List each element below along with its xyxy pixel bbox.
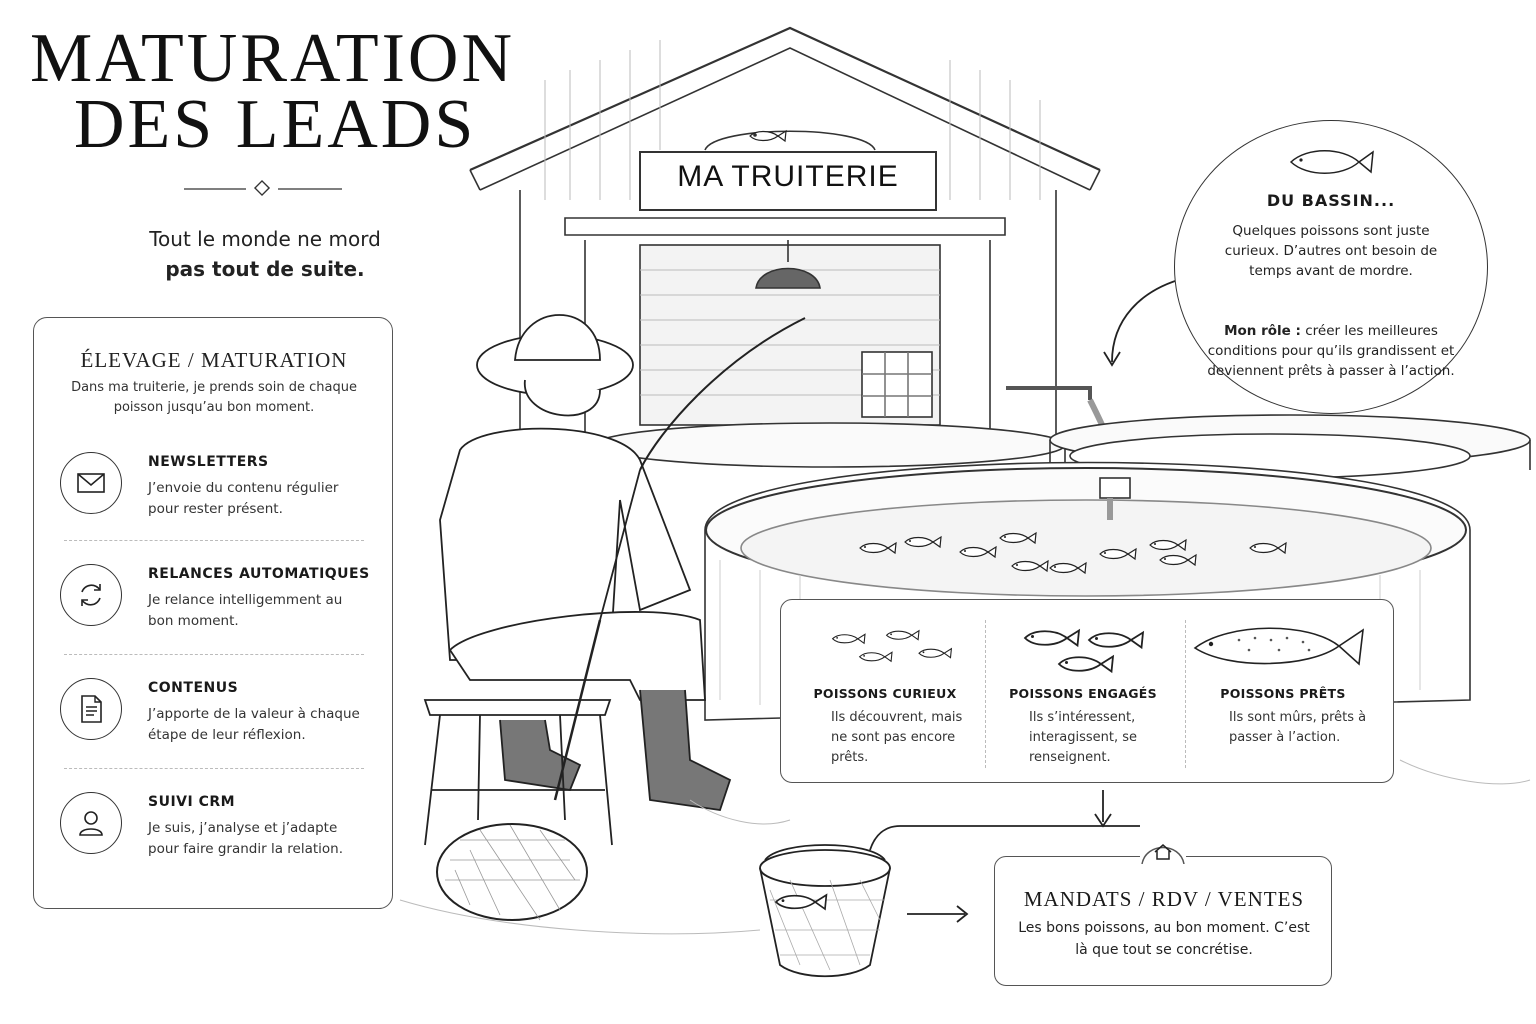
feature-suivi-crm [54, 786, 374, 896]
title-ornament-divider [184, 178, 344, 200]
feature-title: NEWSLETTERS [148, 454, 269, 470]
feature-title: RELANCES AUTOMATIQUES [148, 566, 370, 582]
feature-title: SUIVI CRM [148, 794, 236, 810]
divider [64, 540, 364, 541]
page-title [30, 20, 550, 163]
truiterie-sign: MA TRUITERIE [677, 160, 899, 193]
result-text: Les bons poissons, au bon moment. C’est là que tout se concrétise. [1018, 920, 1310, 958]
feature-desc: Je relance intelligemment au bon moment. [148, 592, 343, 629]
bubble-title: DU BASSIN... [1266, 191, 1396, 210]
small-fish-group-icon [829, 628, 959, 668]
elevage-panel [33, 317, 393, 909]
stage-curieux [785, 600, 985, 784]
result-panel [994, 856, 1332, 986]
stage-prets [1183, 600, 1383, 784]
stage-desc: Ils découvrent, mais ne sont pas encore prêts. [831, 710, 963, 765]
stage-title: POISSONS PRÊTS [1220, 686, 1346, 701]
document-icon [60, 678, 122, 740]
stage-desc: Ils s’intéressent, interagissent, se renseignent. [1029, 710, 1138, 765]
stage-title: POISSONS CURIEUX [813, 686, 957, 701]
stage-desc: Ils sont mûrs, prêts à passer à l’action. [1229, 710, 1367, 745]
panel-intro: Dans ma truiterie, je prends soin de chaque poisson jusqu’au bon moment. [71, 380, 357, 415]
fish-icon [1287, 145, 1377, 179]
home-icon [1140, 834, 1186, 864]
bubble-role [1205, 321, 1457, 381]
feature-desc: J’envoie du contenu régulier pour rester présent. [148, 480, 339, 517]
role-label: Mon rôle : [1224, 323, 1301, 339]
feature-contenus [54, 672, 374, 782]
feature-desc: Je suis, j’analyse et j’adapte pour faire grandir la relation. [148, 820, 344, 857]
divider [64, 654, 364, 655]
role-text: créer les meilleures conditions pour qu’ils grandissent et deviennent prêts à passer à l’action. [1207, 323, 1455, 379]
bubble-text: Quelques poissons sont juste curieux. D’autres ont besoin de temps avant de mordre. [1224, 223, 1438, 279]
medium-fish-group-icon [1023, 626, 1153, 676]
feature-relances [54, 558, 374, 668]
divider [64, 768, 364, 769]
tagline [100, 224, 430, 284]
bassin-bubble [1174, 120, 1488, 414]
feature-desc: J’apporte de la valeur à chaque étape de leur réflexion. [148, 706, 360, 743]
large-fish-icon [1189, 616, 1369, 676]
feature-title: CONTENUS [148, 680, 239, 696]
envelope-icon [60, 452, 122, 514]
result-title: MANDATS / RDV / VENTES [1023, 887, 1305, 911]
tagline-line-2: pas tout de suite. [165, 257, 365, 281]
user-icon [60, 792, 122, 854]
fish-stages-panel [780, 599, 1394, 783]
title-line-1: MATURATION [30, 20, 515, 97]
refresh-icon [60, 564, 122, 626]
stage-engages [983, 600, 1183, 784]
tagline-line-1: Tout le monde ne mord [149, 227, 381, 251]
title-line-2: DES LEADS [74, 86, 477, 163]
panel-title: ÉLEVAGE / MATURATION [80, 348, 348, 372]
stage-title: POISSONS ENGAGÉS [1009, 686, 1157, 701]
